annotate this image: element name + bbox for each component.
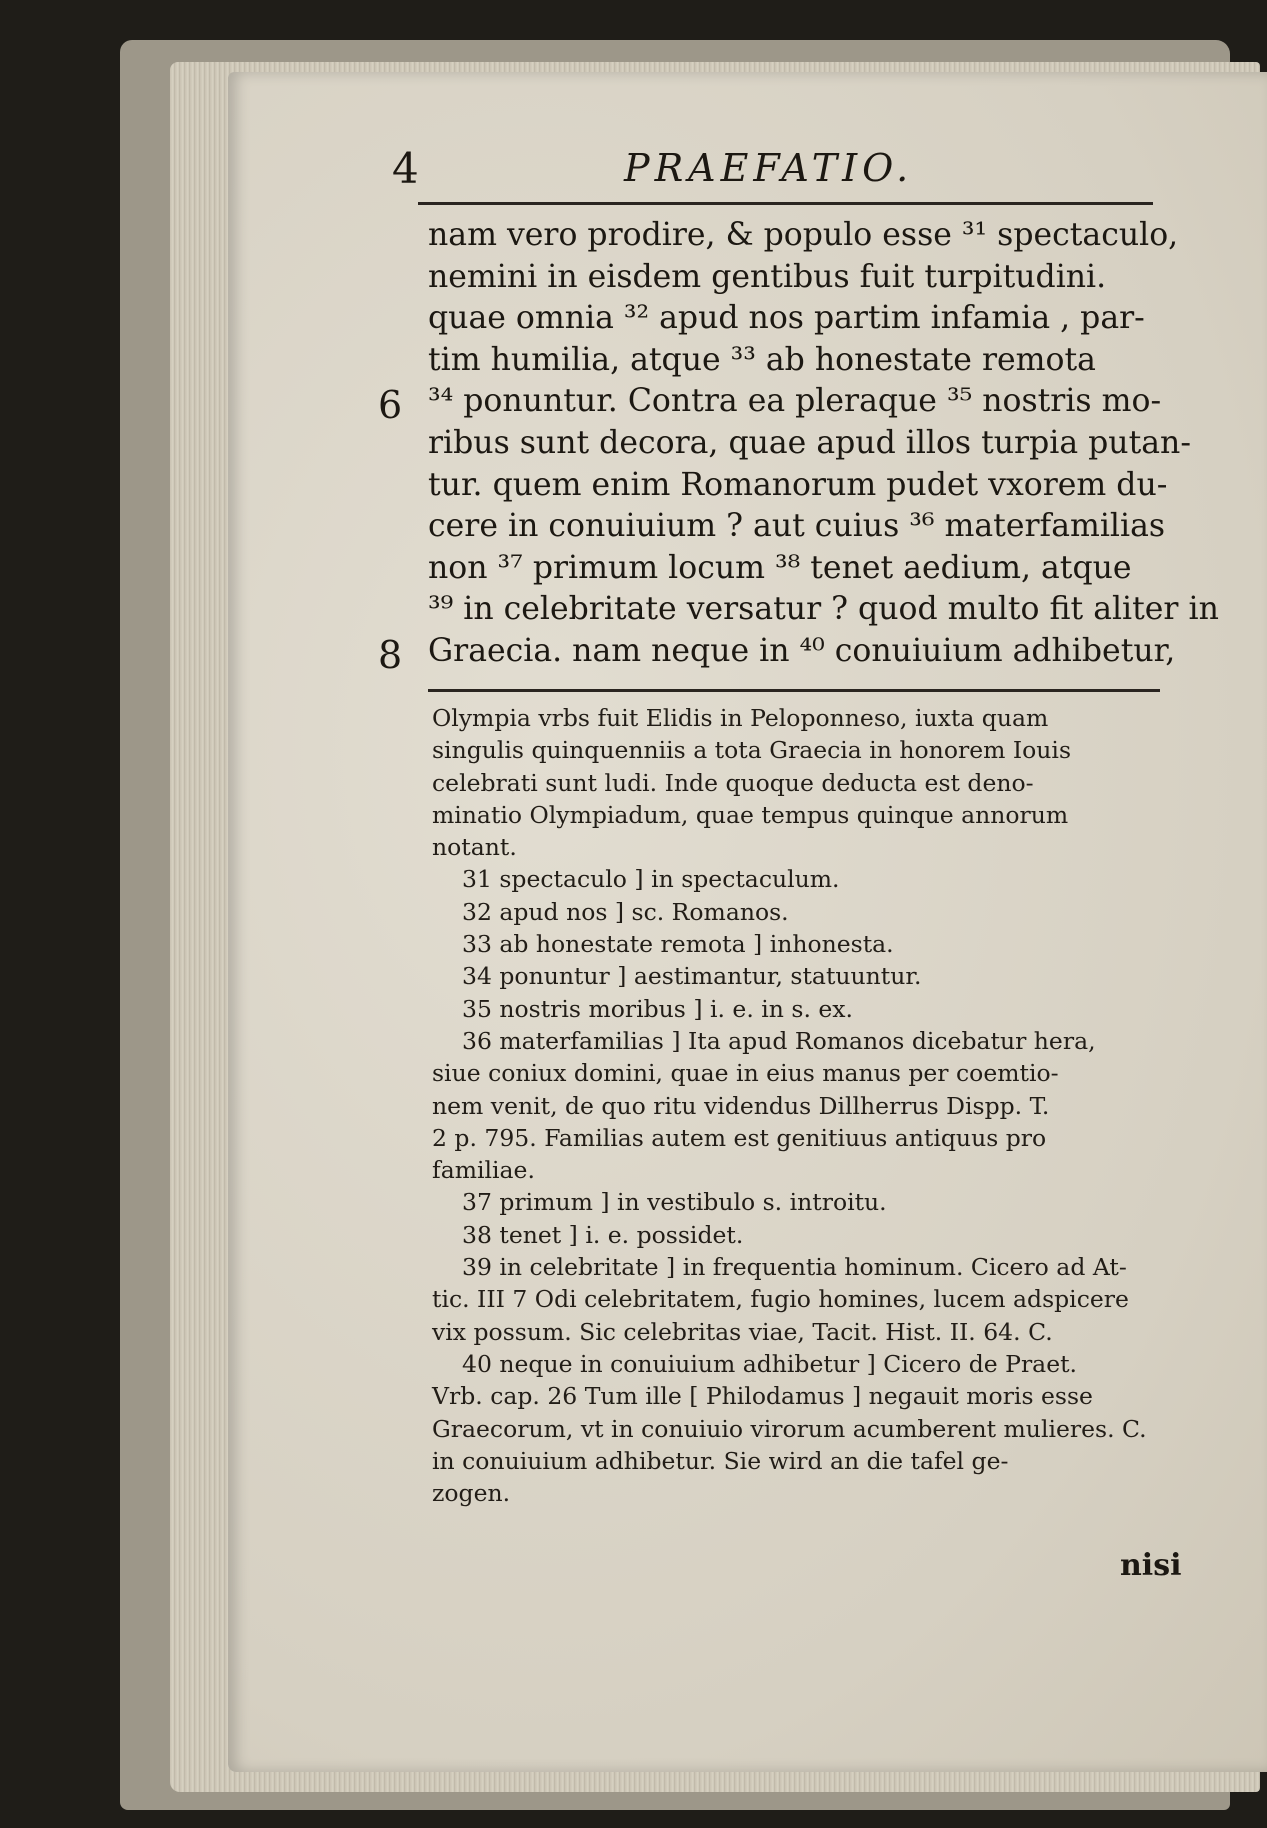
note-line: 31 spectaculo ] in spectaculum. [462, 865, 840, 894]
note-line: 34 ponuntur ] aestimantur, statuuntur. [462, 962, 922, 991]
note-line: familiae. [432, 1156, 535, 1185]
note-line: siue coniux domini, quae in eius manus per coemtio- [432, 1059, 1059, 1088]
running-head [392, 144, 1152, 194]
main-line: tur. quem enim Romanorum pudet vxorem du- [428, 466, 1168, 503]
note-line: singulis quinquenniis a tota Graecia in honorem Iouis [432, 736, 1071, 765]
note-line: Vrb. cap. 26 Tum ille [ Philodamus ] negauit moris esse [432, 1382, 1093, 1411]
note-line: 32 apud nos ] sc. Romanos. [462, 897, 789, 926]
note-line: celebrati sunt ludi. Inde quoque deducta est deno- [432, 768, 1034, 797]
margin-number-6: 6 [378, 383, 403, 427]
main-line: nemini in eisdem gentibus fuit turpitudini. [428, 258, 1107, 295]
note-line: in conuiuium adhibetur. Sie wird an die tafel ge- [432, 1446, 1009, 1475]
main-line: Graecia. nam neque in ⁴⁰ conuiuium adhibetur, [428, 632, 1176, 669]
main-line: quae omnia ³² apud nos partim infamia , par- [428, 300, 1145, 337]
note-line: Olympia vrbs fuit Elidis in Peloponneso, iuxta quam [432, 704, 1049, 732]
note-line: 37 primum ] in vestibulo s. introitu. [462, 1188, 887, 1217]
running-title: PRAEFATIO. [624, 146, 914, 190]
main-line: non ³⁷ primum locum ³⁸ tenet aedium, atque [428, 549, 1132, 586]
page-number: 4 [392, 144, 419, 193]
footnotes [432, 702, 1152, 1509]
note-line: notant. [432, 833, 517, 862]
note-line: 2 p. 795. Familias autem est genitiuus antiquus pro [432, 1123, 1047, 1152]
main-line: nam vero prodire, & populo esse ³¹ spectaculo, [428, 217, 1179, 253]
note-line: 38 tenet ] i. e. possidet. [462, 1220, 744, 1249]
note-line: minatio Olympiadum, quae tempus quinque annorum [432, 800, 1069, 829]
main-text [428, 215, 1219, 673]
main-line: ribus sunt decora, quae apud illos turpia putan- [428, 424, 1191, 461]
note-line: zogen. [432, 1479, 511, 1508]
margin-number-8: 8 [378, 633, 403, 677]
main-line: ³⁴ ponuntur. Contra ea pleraque ³⁵ nostris mo- [428, 383, 1162, 420]
note-line: tic. III 7 Odi celebritatem, fugio homines, lucem adspicere [432, 1285, 1129, 1314]
main-line: cere in conuiuium ? aut cuius ³⁶ materfamilias [428, 508, 1166, 545]
note-line: 36 materfamilias ] Ita apud Romanos dicebatur hera, [462, 1026, 1096, 1055]
note-line: 35 nostris moribus ] i. e. in s. ex. [462, 994, 854, 1023]
catchword: nisi [1120, 1548, 1182, 1583]
note-line: 40 neque in conuiuium adhibetur ] Cicero de Praet. [462, 1349, 1078, 1378]
main-line: tim humilia, atque ³³ ab honestate remota [428, 341, 1096, 378]
note-line: Graecorum, vt in conuiuio virorum acumberent mulieres. C. [432, 1414, 1147, 1443]
note-line: 39 in celebritate ] in frequentia hominum. Cicero ad At- [462, 1253, 1127, 1282]
main-line: ³⁹ in celebritate versatur ? quod multo fit aliter in [428, 591, 1219, 628]
header-rule [418, 202, 1153, 205]
note-line: nem venit, de quo ritu videndus Dillherrus Dispp. T. [432, 1091, 1050, 1120]
footnote-rule [428, 689, 1160, 692]
note-line: vix possum. Sic celebritas viae, Tacit. Hist. II. 64. C. [432, 1317, 1053, 1346]
note-line: 33 ab honestate remota ] inhonesta. [462, 930, 894, 959]
